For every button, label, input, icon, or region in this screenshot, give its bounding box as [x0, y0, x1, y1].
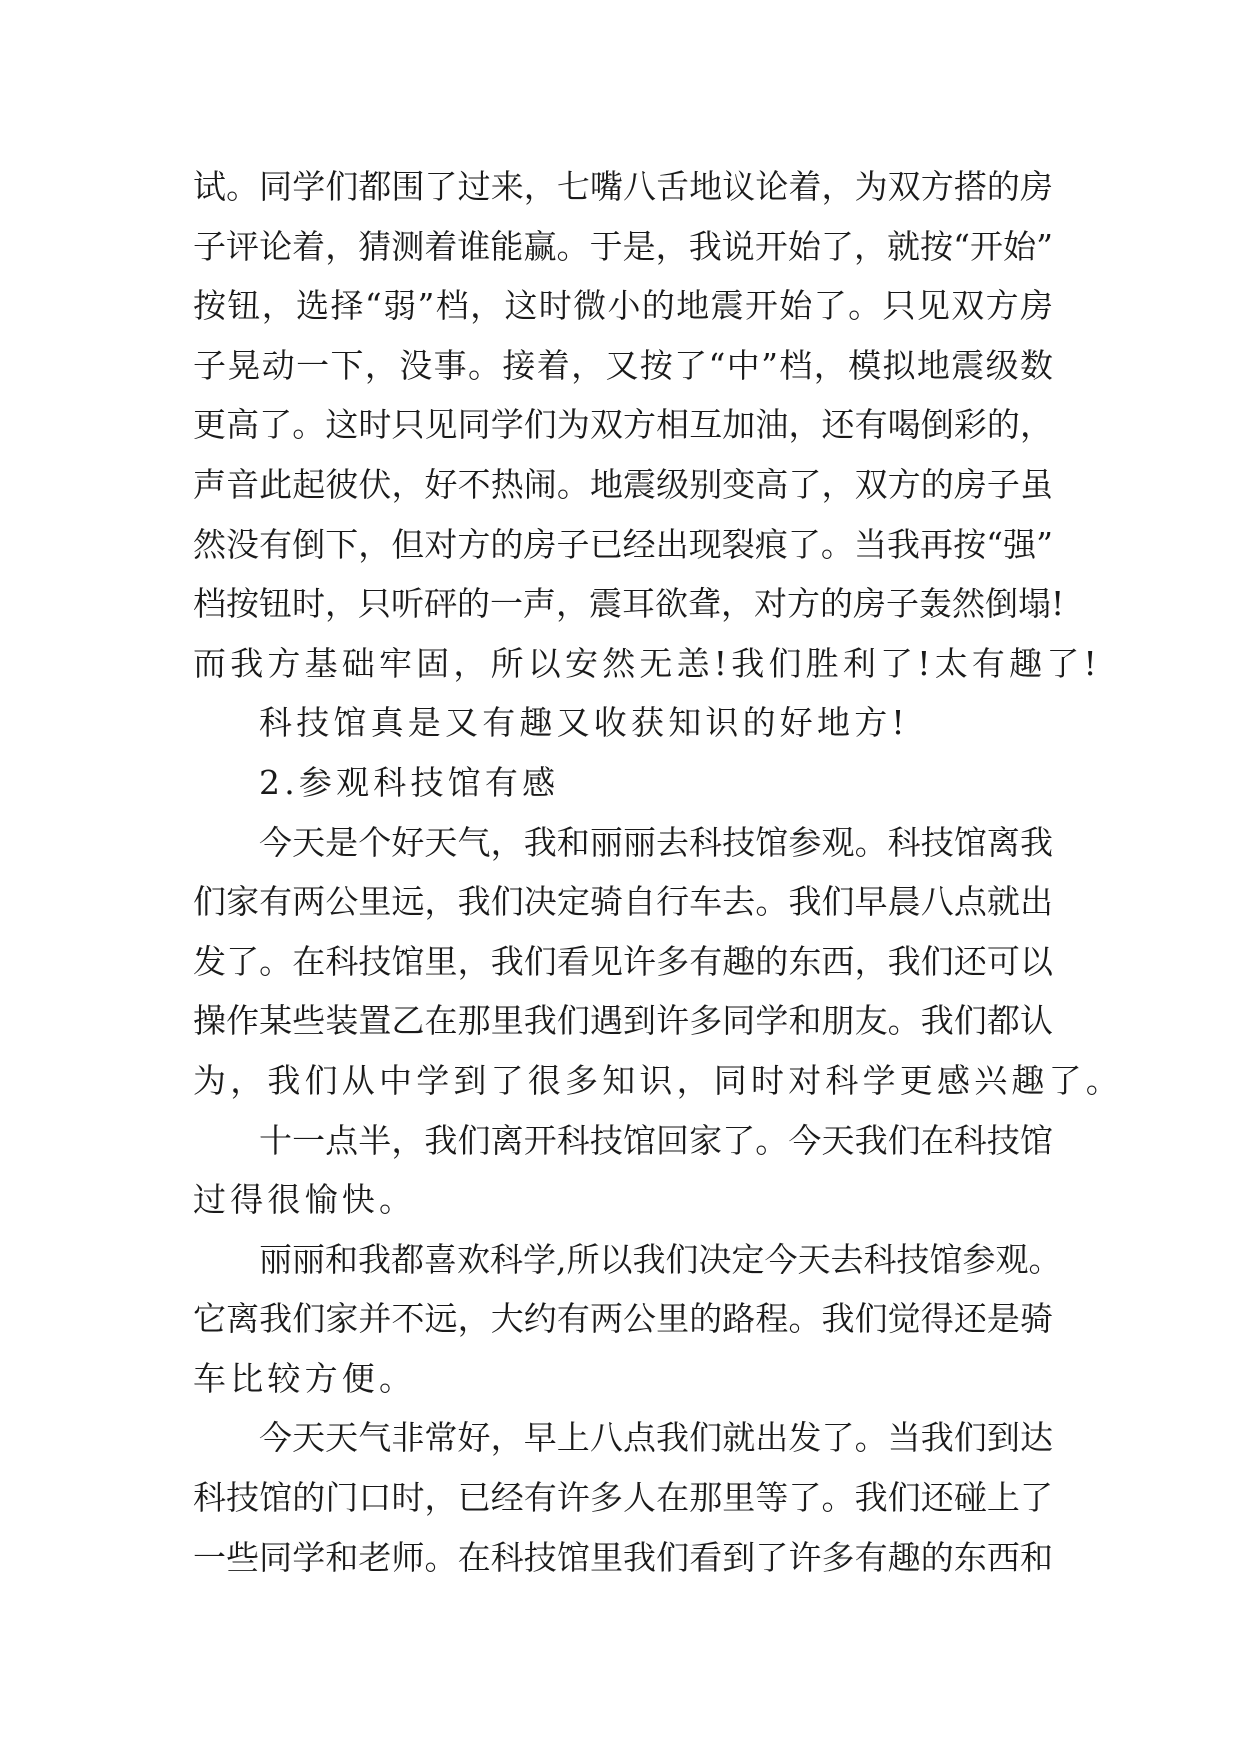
text-line: 车比较方便。 — [193, 1358, 417, 1398]
text-line: 操作某些装置乙在那里我们遇到许多同学和朋友。我们都认 — [193, 1001, 1053, 1041]
text-line: 发了。在科技馆里，我们看见许多有趣的东西，我们还可以 — [193, 941, 1053, 981]
text-line: 试。同学们都围了过来，七嘴八舌地议论着，为双方搭的房 — [193, 167, 1053, 206]
paragraph-start: 今天是个好天气，我和丽丽去科技馆参观。科技馆离我 — [259, 822, 1053, 862]
text-line: 子晃动一下，没事。接着，又按了“中”档，模拟地震级数 — [193, 345, 1053, 385]
text-line: 子评论着，猜测着谁能赢。于是，我说开始了，就按“开始” — [193, 226, 1053, 266]
paragraph-start: 今天天气非常好，早上八点我们就出发了。当我们到达 — [259, 1418, 1053, 1458]
text-line: 科技馆的门口时，已经有许多人在那里等了。我们还碰上了 — [193, 1478, 1053, 1518]
text-line: 然没有倒下，但对方的房子已经出现裂痕了。当我再按“强” — [193, 524, 1053, 564]
document-body — [193, 157, 1123, 1587]
text-line: 一些同学和老师。在科技馆里我们看到了许多有趣的东西和 — [193, 1537, 1053, 1577]
text-line: 过得很愉快。 — [193, 1180, 417, 1220]
section-heading: 2.参观科技馆有感 — [259, 762, 560, 802]
text-line: 档按钮时，只听砰的一声，震耳欲聋，对方的房子轰然倒塌! — [193, 584, 1065, 624]
text-line: 为，我们从中学到了很多知识，同时对科学更感兴趣了。 — [193, 1060, 1123, 1100]
text-line: 而我方基础牢固，所以安然无恙!我们胜利了!太有趣了! — [193, 643, 1101, 683]
text-line: 更高了。这时只见同学们为双方相互加油，还有喝倒彩的， — [193, 405, 1053, 445]
paragraph-start: 十一点半，我们离开科技馆回家了。今天我们在科技馆 — [259, 1120, 1053, 1160]
paragraph-start: 丽丽和我都喜欢科学,所以我们决定今天去科技馆参观。 — [259, 1239, 1062, 1279]
text-line: 按钮，选择“弱”档，这时微小的地震开始了。只见双方房 — [193, 286, 1053, 326]
text-line: 它离我们家并不远，大约有两公里的路程。我们觉得还是骑 — [193, 1299, 1053, 1339]
paragraph-start: 科技馆真是又有趣又收获知识的好地方! — [259, 703, 909, 743]
text-line: 声音此起彼伏，好不热闹。地震级别变高了，双方的房子虽 — [193, 464, 1053, 504]
text-line: 们家有两公里远，我们决定骑自行车去。我们早晨八点就出 — [193, 882, 1053, 922]
